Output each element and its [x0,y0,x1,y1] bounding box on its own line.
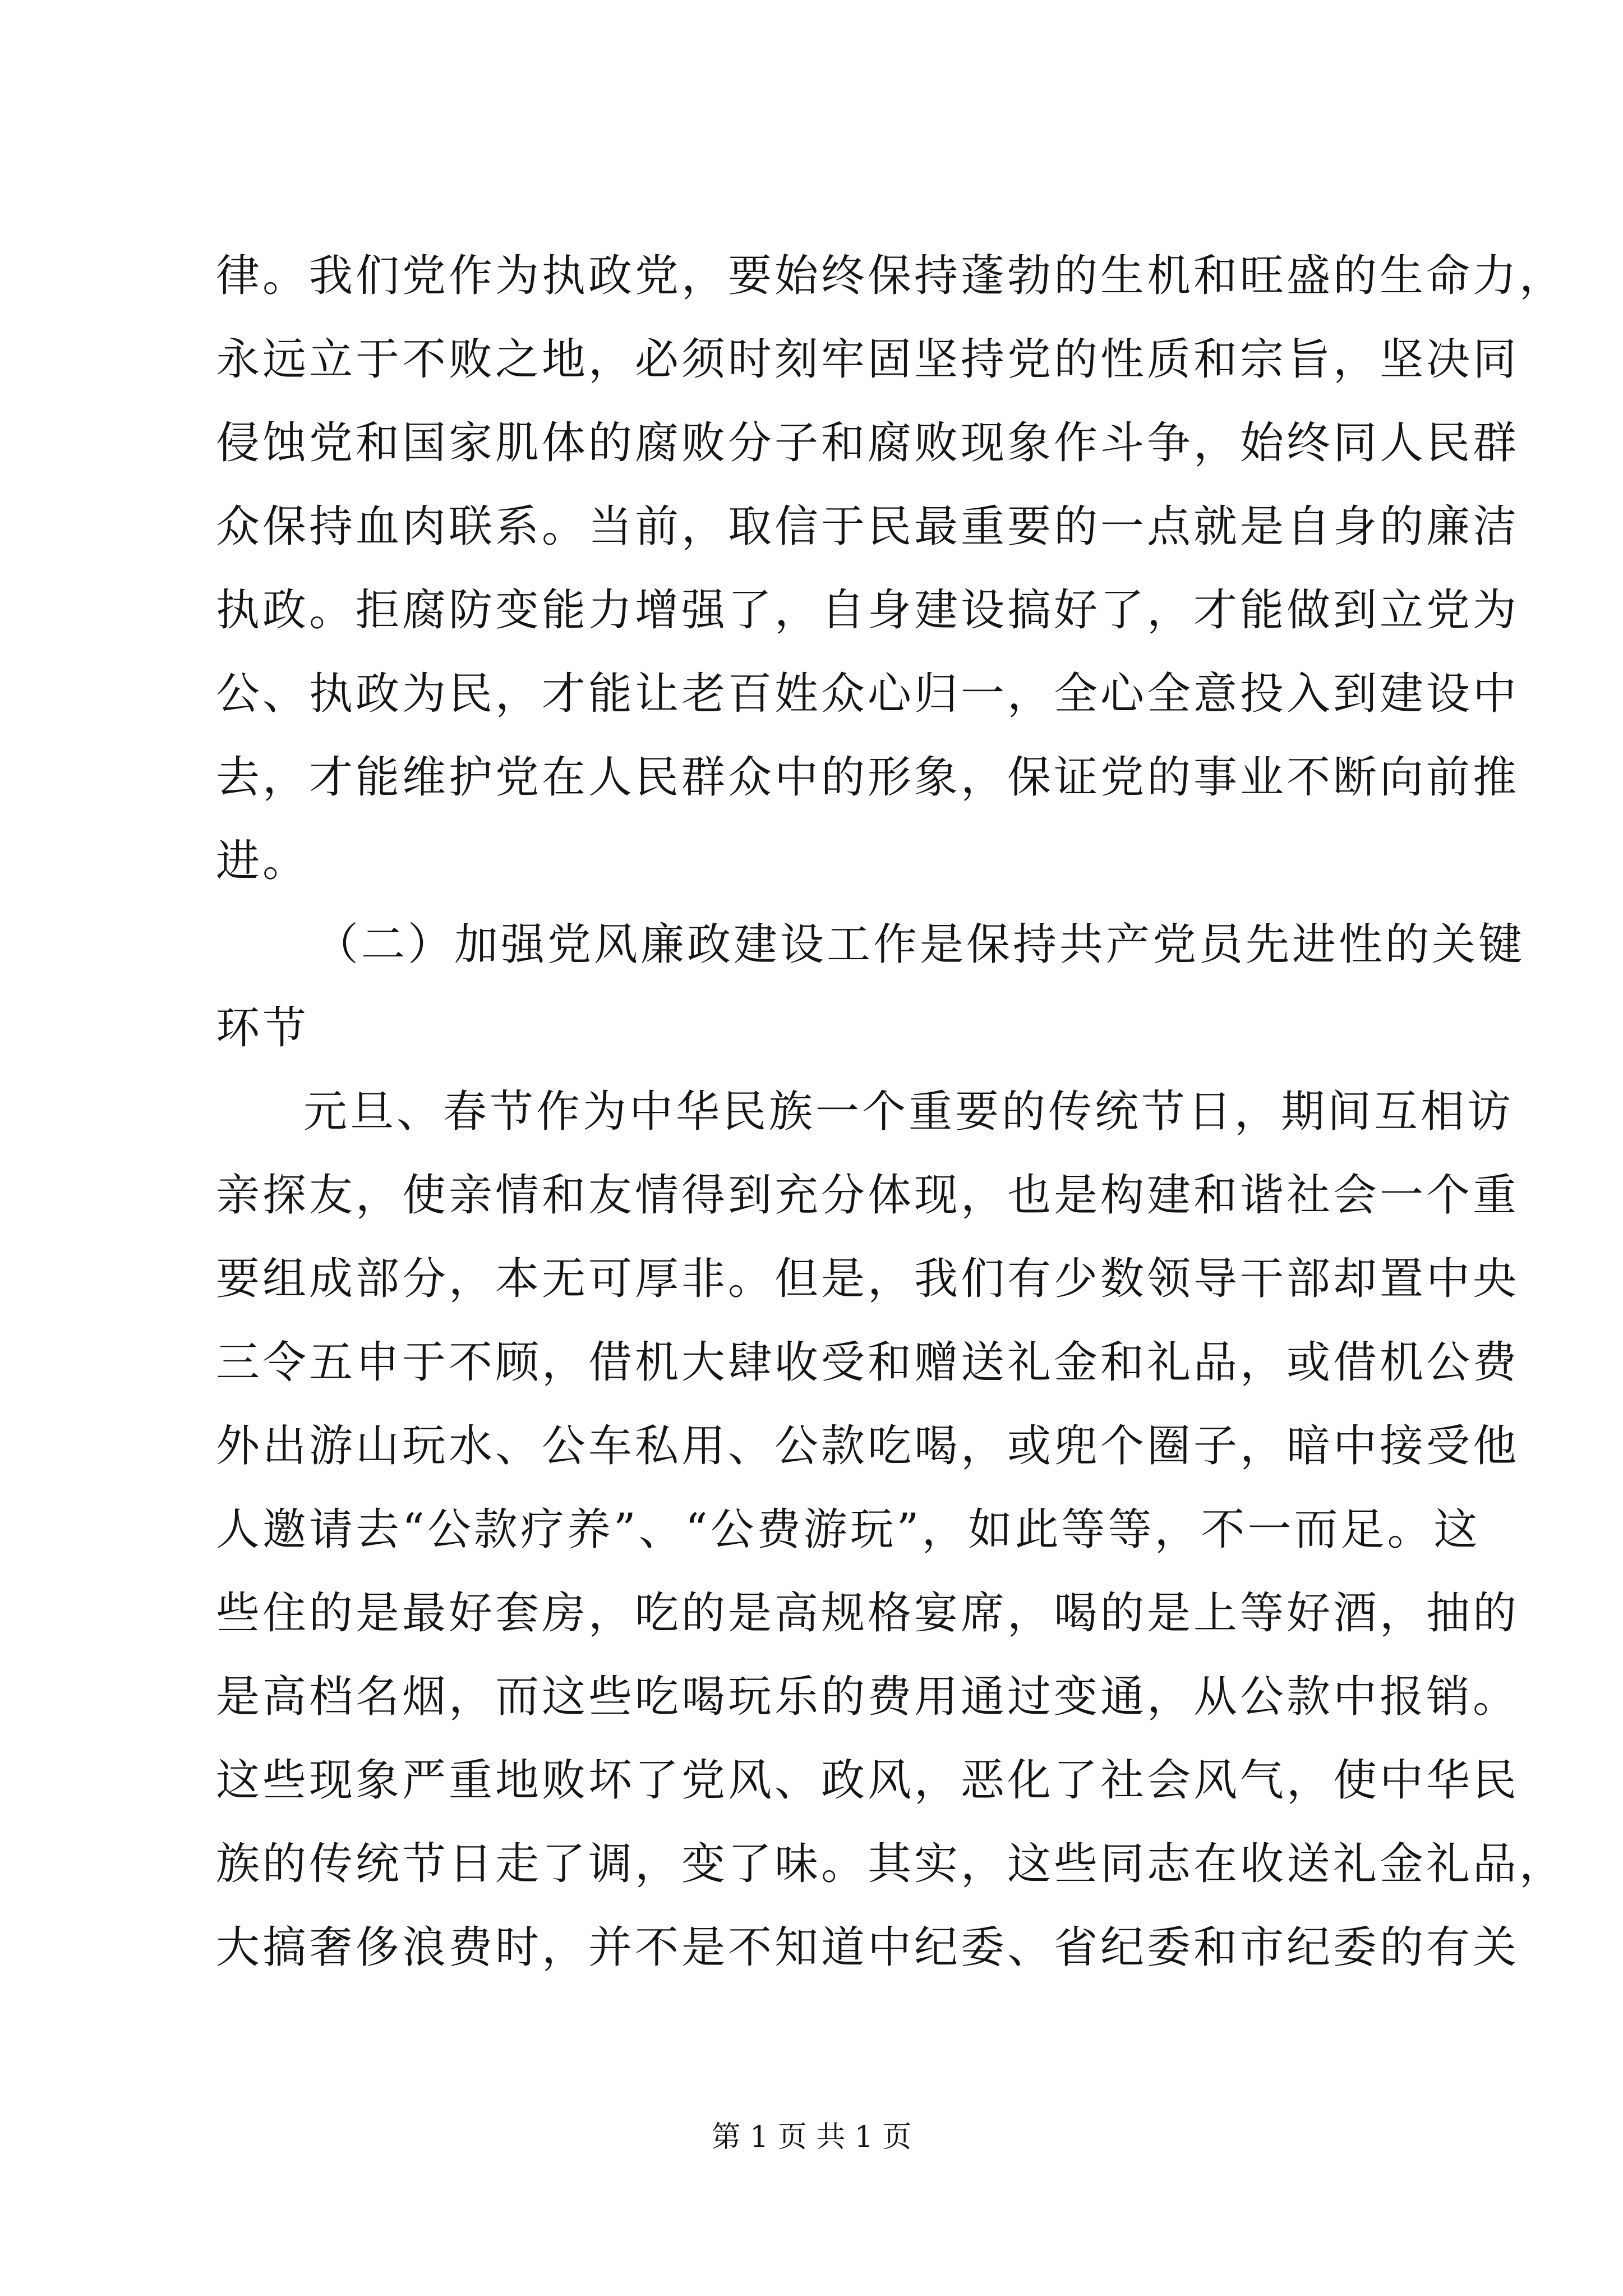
text-line: 执政。拒腐防变能力增强了，自身建设搞好了，才能做到立党为 [216,585,1520,636]
text-line: 这些现象严重地败坏了党风、政风，恶化了社会风气，使中华民 [216,1755,1520,1806]
text-line: 要组成部分，本无可厚非。但是，我们有少数领导干部却置中央 [216,1254,1520,1304]
text-line: 进。 [216,836,310,886]
text-line: 侵蚀党和国家肌体的腐败分子和腐败现象作斗争，始终同人民群 [216,418,1520,468]
text-line: 大搞奢侈浪费时，并不是不知道中纪委、省纪委和市纪委的有关 [216,1922,1520,1973]
text-line: 外出游山玩水、公车私用、公款吃喝，或兜个圈子，暗中接受他 [216,1421,1520,1471]
text-line: 是高档名烟，而这些吃喝玩乐的费用通过变通，从公款中报销。 [216,1672,1520,1722]
text-line: 人邀请去“公款疗养”、“公费游玩”，如此等等，不一而足。这 [216,1504,1481,1555]
text-line: 族的传统节日走了调，变了味。其实，这些同志在收送礼金礼品， [216,1839,1566,1889]
text-line: 些住的是最好套房，吃的是高规格宴席，喝的是上等好酒，抽的 [216,1588,1520,1639]
body-text [216,234,1566,1990]
page-number-footer: 第 1 页 共 1 页 [711,2120,912,2154]
text-line: 公、执政为民，才能让老百姓众心归一，全心全意投入到建设中 [216,669,1520,719]
text-line: 律。我们党作为执政党，要始终保持蓬勃的生机和旺盛的生命力， [216,251,1566,301]
text-line: 众保持血肉联系。当前，取信于民最重要的一点就是自身的廉洁 [216,501,1520,552]
section-heading: （二）加强党风廉政建设工作是保持共产党员先进性的关键 [315,919,1525,970]
text-line: 亲探友，使亲情和友情得到充分体现，也是构建和谐社会一个重 [216,1170,1520,1221]
text-line: 三令五申于不顾，借机大肆收受和赠送礼金和礼品，或借机公费 [216,1337,1520,1388]
paragraph-first-line: 元旦、春节作为中华民族一个重要的传统节日，期间互相访 [303,1087,1514,1137]
text-line: 永远立于不败之地，必须时刻牢固坚持党的性质和宗旨，坚决同 [216,334,1520,385]
section-heading-continuation: 环节 [216,1003,310,1053]
text-line: 去，才能维护党在人民群众中的形象，保证党的事业不断向前推 [216,752,1520,803]
